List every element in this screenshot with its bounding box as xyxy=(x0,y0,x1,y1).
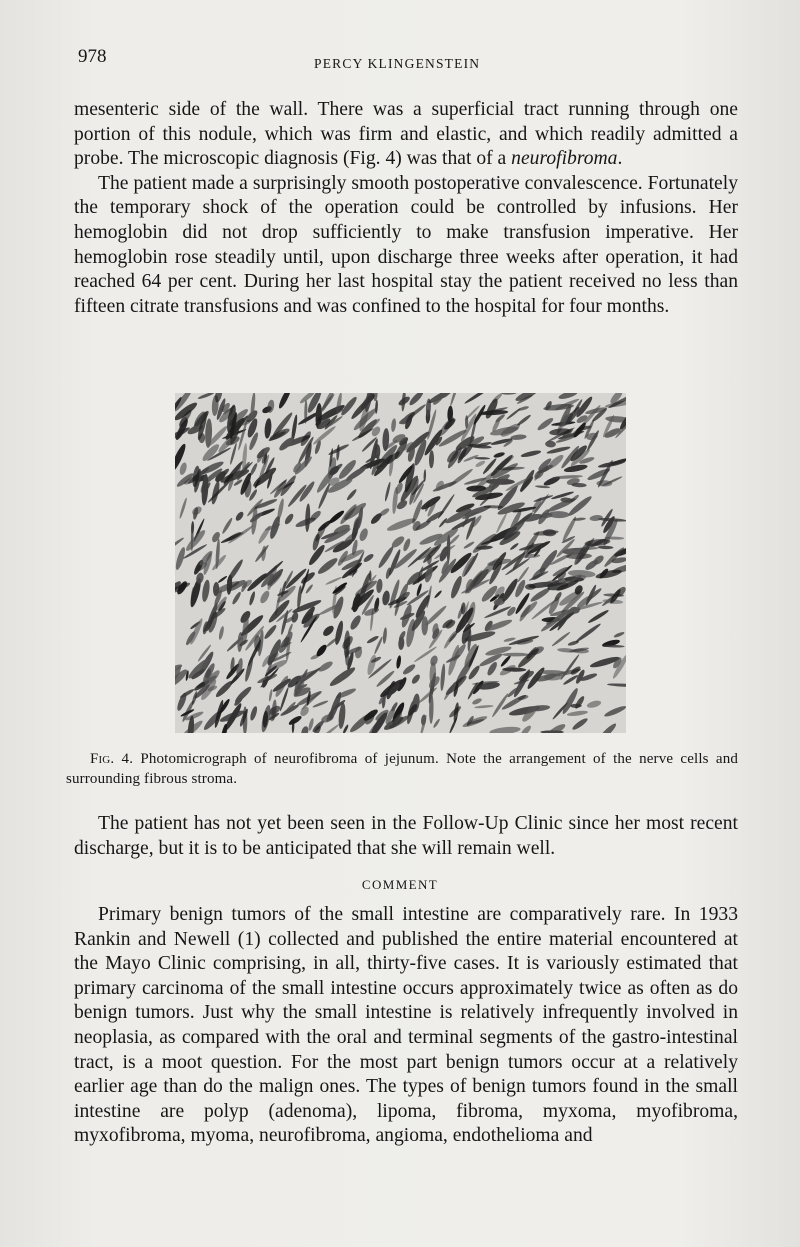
text-block-comment xyxy=(74,903,738,1149)
caption-text: Photomicrograph of neurofibroma of jejunum. Note the arrangement of the nerve cells and surrounding fibrous stroma. xyxy=(66,751,739,787)
paragraph-1-line-2: one portion of this nodule, which was firm and elastic, and which readily xyxy=(74,99,738,145)
caption-label: Fig. 4. xyxy=(90,751,134,767)
paragraph-1-italic-term: neurofibroma xyxy=(511,148,618,170)
page-number: 978 xyxy=(78,46,107,67)
paragraph-1 xyxy=(74,98,738,172)
paragraph-4: Primary benign tumors of the small intestine are comparatively rare. In 1933 Rankin and Newell (1) collected and published the entire material encountered at the Mayo Clinic comprising, in all, thirty-five cases. It is variously estimated that primary carcinoma of the small intestine occurs approximately twice as often as do benign tumors. Just why the small intestine is relatively infrequently involved in neoplasia, as compared with the oral and terminal segments of the gastro-intestinal tract, is a moot question. For the most part benign tumors occur at a relatively earlier age than do the malign ones. The types of benign tumors found in the small intestine are polyp (adenoma), lipoma, fibroma, myxoma, myofibroma, myxofibroma, myoma, neurofibroma, angioma, endothelioma and xyxy=(74,904,738,1147)
figure-caption xyxy=(66,749,738,789)
running-head: PERCY KLINGENSTEIN xyxy=(314,56,481,71)
paragraph-3: The patient has not yet been seen in the Follow-Up Clinic since her most recent discharge, but it is to be anticipated that she will remain well. xyxy=(74,813,738,859)
figure-photomicrograph xyxy=(175,393,626,733)
section-heading: COMMENT xyxy=(361,877,439,892)
paragraph-1-line-1: mesenteric side of the wall. There was a superficial tract running through xyxy=(74,99,700,120)
page-header xyxy=(78,44,738,72)
paragraph-1-end: . xyxy=(617,148,623,170)
text-block-follow-up xyxy=(74,812,738,861)
text-block-top xyxy=(74,98,738,319)
paragraph-2: The patient made a surprisingly smooth postoperative convalescence. Fortunately the temporary shock of the operation could be controlled by infusions. Her hemoglobin did not drop sufficiently to make transfusion imperative. Her hemoglobin rose steadily until, upon discharge three weeks after operation, it had reached 64 per cent. During her last hospital stay the patient received no less than fifteen citrate transfusions and was confined to the hospital for four months. xyxy=(74,172,738,317)
photomicrograph-image xyxy=(175,393,626,733)
paragraph-1-line-3: admitted a probe. The microscopic diagnosis (Fig. 4) was that of a xyxy=(74,123,739,170)
